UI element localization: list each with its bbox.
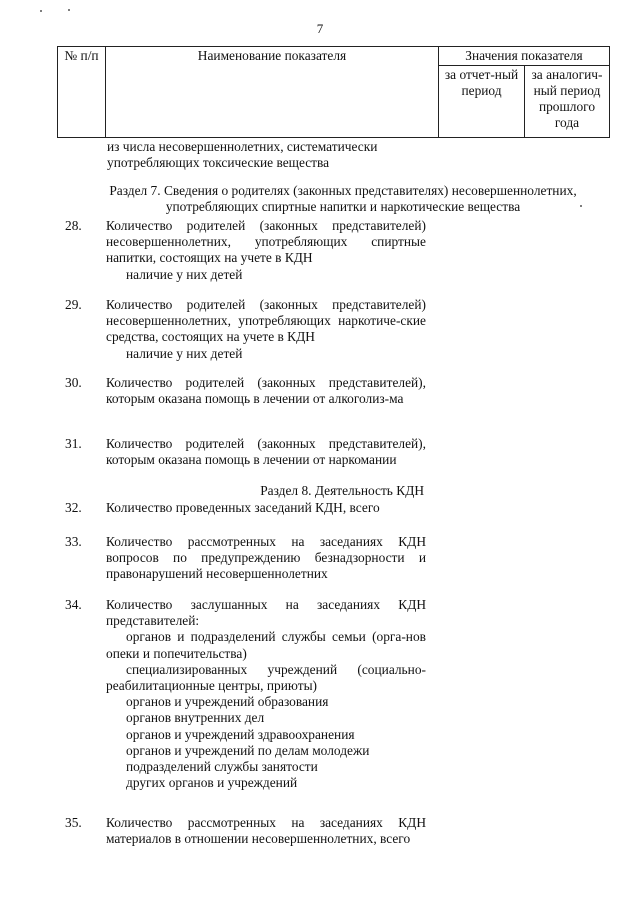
item-text: Количество рассмотренных на заседаниях КДН вопросов по предупреждению безнадзорности и правонарушений несовершеннолетних	[106, 534, 426, 582]
item-text: Количество родителей (законных представителей) несовершеннолетних, употребляющих спиртные напитки, состоящих на учете в КДН	[106, 218, 426, 266]
item-number: 34.	[65, 597, 82, 612]
scan-speck	[68, 9, 70, 11]
item-text: Количество родителей (законных представителей), которым оказана помощь в лечении от алкоголиз-ма	[106, 375, 426, 407]
column-header-number: № п/п	[58, 47, 106, 138]
item-number: 30.	[65, 375, 82, 390]
header-table	[57, 46, 610, 138]
item-number: 29.	[65, 297, 82, 312]
item-subline: подразделений службы занятости	[126, 759, 318, 775]
item-number: 31.	[65, 436, 82, 451]
scan-speck	[40, 10, 42, 12]
item-subline: органов и учреждений здравоохранения	[126, 726, 355, 742]
column-header-name: Наименование показателя	[106, 47, 439, 138]
item-subline: органов и учреждений по делам молодежи	[126, 742, 370, 758]
item-text: Количество рассмотренных на заседаниях КДН материалов в отношении несовершеннолетних, всего	[106, 815, 426, 847]
page-number: 7	[316, 21, 324, 36]
item-subline: наличие у них детей	[126, 266, 243, 282]
continuation-text: из числа несовершеннолетних, систематически употребляющих токсические вещества	[107, 139, 378, 171]
column-header-values: Значения показателя	[439, 47, 610, 66]
section-7-heading: Раздел 7. Сведения о родителях (законных представителях) несовершеннолетних, употребляющих спиртные напитки и наркотические вещества	[109, 183, 577, 215]
item-number: 33.	[65, 534, 82, 549]
scan-speck	[580, 205, 582, 207]
item-subline: органов и подразделений службы семьи (орга-нов опеки и попечительства)	[106, 629, 426, 661]
item-subline: органов внутренних дел	[126, 710, 265, 726]
column-header-current-period: за отчет-ный период	[439, 66, 525, 138]
item-text: Количество заслушанных на заседаниях КДН представителей:	[106, 597, 426, 629]
section-8-heading: Раздел 8. Деятельность КДН	[260, 483, 424, 498]
item-text: Количество родителей (законных представителей), которым оказана помощь в лечении от наркомании	[106, 436, 426, 468]
item-subline: специализированных учреждений (социально-реабилитационные центры, приюты)	[106, 661, 426, 694]
item-number: 28.	[65, 218, 82, 233]
column-header-previous-period: за аналогич-ный период прошлого года	[525, 66, 610, 138]
item-number: 32.	[65, 500, 82, 515]
item-subline: органов и учреждений образования	[126, 694, 329, 710]
item-subline: других органов и учреждений	[126, 775, 298, 791]
item-text: Количество проведенных заседаний КДН, всего	[106, 500, 380, 515]
item-subline: наличие у них детей	[126, 345, 243, 361]
item-text: Количество родителей (законных представителей) несовершеннолетних, употребляющих наркотиче-ские средства, состоящих на учете в КДН	[106, 297, 426, 345]
item-number: 35.	[65, 815, 82, 830]
